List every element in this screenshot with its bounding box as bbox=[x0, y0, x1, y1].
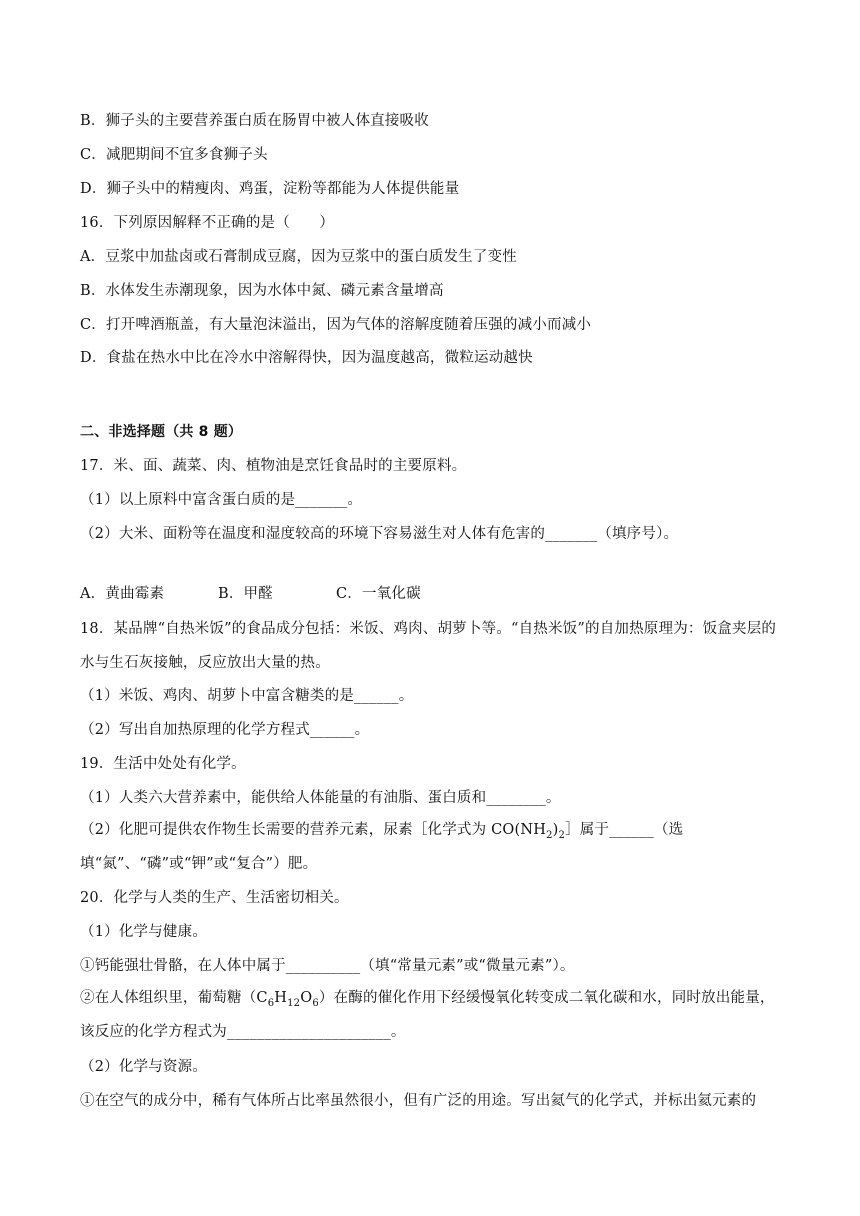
q20-part-1-ii bbox=[80, 981, 785, 1049]
q18-stem: 18．某品牌“自热米饭”的食品成分包括：米饭、鸡肉、胡萝卜等。“自热米饭”的自加热原理为：饭盒夹层的水与生石灰接触，反应放出大量的热。 bbox=[80, 621, 777, 671]
q16-stem: 16．下列原因解释不正确的是（ ） bbox=[80, 215, 335, 231]
q19-stem: 19．生活中处处有化学。 bbox=[80, 756, 246, 772]
q20-subscript-1: 6 bbox=[267, 997, 275, 1009]
q20-text-d: ）在酶的催化作用下经缓慢氧化转变成二氧化碳和水，同时放出能量，该反应的化学方程式为______________________。 bbox=[80, 990, 775, 1040]
q19-subscript-1: 2 bbox=[546, 829, 553, 841]
q18-part-1: （1）米饭、鸡肉、胡萝卜中富含糖类的是______。 bbox=[80, 688, 414, 704]
q20-part-2: （2）化学与资源。 bbox=[80, 1059, 208, 1075]
q20-subscript-2: 12 bbox=[287, 997, 301, 1009]
q16-option-c: C．打开啤酒瓶盖，有大量泡沫溢出，因为气体的溶解度随着压强的减小而减小 bbox=[80, 317, 592, 333]
q16-option-d: D．食盐在热水中比在冷水中溶解得快，因为温度越高，微粒运动越快 bbox=[80, 350, 533, 366]
q15-option-c: C．减肥期间不宜多食狮子头 bbox=[80, 147, 268, 163]
section-heading: 二、非选择题（共 8 题） bbox=[80, 424, 243, 440]
q20-text-a: ②在人体组织里，葡萄糖（C bbox=[80, 990, 268, 1006]
q20-text-b: H bbox=[274, 990, 288, 1006]
q20-stem: 20．化学与人类的生产、生活密切相关。 bbox=[80, 890, 349, 906]
q19-subscript-2: 2 bbox=[558, 829, 566, 841]
q20-part-1: （1）化学与健康。 bbox=[80, 924, 208, 940]
q19-part-1: （1）人类六大营养素中，能供给人体能量的有油脂、蛋白质和________。 bbox=[80, 790, 561, 806]
q20-part-2-i: ①在空气的成分中，稀有气体所占比率虽然很小，但有广泛的用途。写出氦气的化学式，并标出氦元素的 bbox=[80, 1093, 757, 1109]
q17-option-c: C．一氧化碳 bbox=[336, 586, 421, 602]
q19-part-2-text-b: ) bbox=[552, 822, 559, 838]
q20-text-c: O bbox=[300, 990, 313, 1006]
q17-option-a: A．黄曲霉素 bbox=[80, 586, 165, 602]
q19-part-2-text-a: （2）化肥可提供农作物生长需要的营养元素，尿素［化学式为 CO(NH bbox=[80, 822, 547, 838]
q20-part-1-i: ①钙能强壮骨骼，在人体中属于__________（填“常量元素”或“微量元素”）。 bbox=[80, 958, 575, 974]
q16-option-b: B．水体发生赤潮现象，因为水体中氮、磷元素含量增高 bbox=[80, 283, 444, 299]
q15-option-b: B．狮子头的主要营养蛋白质在肠胃中被人体直接吸收 bbox=[80, 113, 429, 129]
q15-option-d: D．狮子头中的精瘦肉、鸡蛋，淀粉等都能为人体提供能量 bbox=[80, 181, 460, 197]
q17-part-2: （2）大米、面粉等在温度和湿度较高的环境下容易滋生对人体有危害的_______（填序号）。 bbox=[80, 526, 679, 542]
q18-part-2: （2）写出自加热原理的化学方程式______。 bbox=[80, 722, 370, 738]
q17-options bbox=[80, 584, 790, 604]
q19-part-2 bbox=[80, 813, 785, 881]
q17-stem: 17．米、面、蔬菜、肉、植物油是烹饪食品时的主要原料。 bbox=[80, 458, 467, 474]
q19-part-2-text-c: ］属于______（选填“氮”、“磷”或“钾”或“复合”）肥。 bbox=[80, 822, 684, 872]
q17-part-1: （1）以上原料中富含蛋白质的是_______。 bbox=[80, 492, 363, 508]
q16-option-a: A．豆浆中加盐卤或石膏制成豆腐，因为豆浆中的蛋白质发生了变性 bbox=[80, 249, 517, 265]
q20-subscript-3: 6 bbox=[312, 997, 319, 1009]
q17-option-b: B．甲醛 bbox=[218, 586, 273, 602]
